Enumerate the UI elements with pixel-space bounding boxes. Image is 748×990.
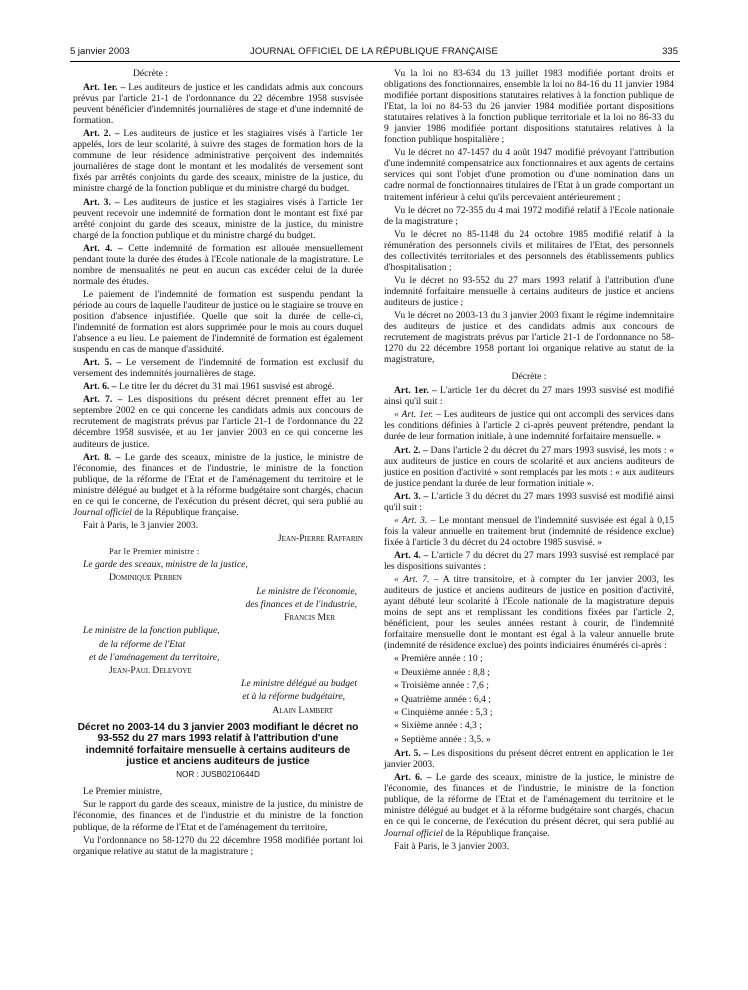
signature-date-2: Fait à Paris, le 3 janvier 2003. xyxy=(394,840,510,852)
budget-title-1: Le ministre délégué au budget xyxy=(241,678,357,690)
left-column xyxy=(73,68,363,859)
vu-decret-85-1148: Vu le décret no 85-1148 du 24 octobre 1985 modifié relatif à la rémunération des personnels civils et militaires de l'Etat, des personnels des collectivités territoriales et des personnels des établissements publics d'hospitalisation ; xyxy=(384,228,674,273)
year-4: « Quatrième année : 6,4 ; xyxy=(394,693,491,705)
vu-decret-72-355: Vu le décret no 72-355 du 4 mai 1972 modifié relatif à l'Ecole nationale de la magistrature ; xyxy=(384,204,674,227)
year-7: « Septième année : 3,5. » xyxy=(394,733,491,745)
signature-date: Fait à Paris, le 3 janvier 2003. xyxy=(83,519,199,531)
year-2: « Deuxième année : 8,8 ; xyxy=(394,666,490,678)
header-rule xyxy=(70,61,680,62)
article-7: Art. 7. – Les dispositions du présent décret prennent effet au 1er septembre 2002 en ce qui concerne les candidats admis aux concours de recrutement de magistrats prévus par l'article 21-1 de l'ordonnance du 22 décembre 1958 susvisée, et au 1er janvier 2003 en ce qui concerne les auditeurs de justice. xyxy=(73,394,363,450)
economy-title-2: des finances et de l'industrie, xyxy=(245,598,357,610)
article-4-paragraph-2: Le paiement de l'indemnité de formation est suspendu pendant la période au cours de laquelle l'auditeur de justice ou le stagiaire se trouve en position d'absence injustifiée. Quelle que soit la durée de celle-ci, l'indemnité de formation est alors supprimée pour le mois au cours duquel l'absence a eu lieu. Le paiement de l'indemnité de formation est également suspendu en cas de manque d'assiduité. xyxy=(73,288,363,356)
vu-ordonnance: Vu l'ordonnance no 58-1270 du 22 décembre 1958 modifiée portant loi organique relative au statut de la magistrature ; xyxy=(73,834,363,857)
signature-public-service: Jean-Paul Delevoye xyxy=(109,664,192,676)
header-date: 5 janvier 2003 xyxy=(70,46,130,57)
year-6: « Sixième année : 4,3 ; xyxy=(394,720,482,732)
economy-title-1: Le ministre de l'économie, xyxy=(256,585,357,597)
signature-economy: Francis Mer xyxy=(284,612,335,624)
header-page-number: 335 xyxy=(662,46,678,57)
article-8: Art. 8. – Le garde des sceaux, ministre de la justice, le ministre de l'économie, des finances et de l'industrie, le ministre de la fonction publique, de la réforme de l'Etat et de l'aménagement du territoire et le ministre délégué au budget et à la réforme budgétaire sont chargés, chacun en ce qui le concerne, de l'exécution du présent décret, qui sera publié au Journal officiel de la République française. xyxy=(73,451,363,518)
amend-article-1: Art. 1er. – L'article 1er du décret du 27 mars 1993 susvisé est modifié ainsi qu'il suit : xyxy=(384,385,674,408)
page-header xyxy=(70,46,678,60)
amend-article-4-quote: « Art. 7. – A titre transitoire, et à compter du 1er janvier 2003, les auditeurs de justice et anciens auditeurs de justice en position d'activité, ayant débuté leur scolarité à l'Ecole nationale de la magistrature depuis moins de sept ans et remplissant les conditions fixées par l'article 2, bénéficient, pour les seules années restant à courir, de l'indemnité forfaitaire mensuelle dont le montant est égal à la valeur annuelle brute (indemnité de résidence exclue) des points indiciaires énumérés ci-après : xyxy=(384,574,674,652)
article-6: Art. 6. – Le titre Ier du décret du 31 mai 1961 susvisé est abrogé. xyxy=(83,381,335,393)
amend-article-2: Art. 2. – Dans l'article 2 du décret du 27 mars 1993 susvisé, les mots : « aux auditeurs de justice en cours de scolarité et aux anciens auditeurs de justice en position d'activité » sont remplacés par les mots : « aux auditeurs de justice pendant la durée de leur formation initiale ». xyxy=(384,444,674,489)
public-service-title-1: Le ministre de la fonction publique, xyxy=(83,625,220,637)
vu-decret-93-552: Vu le décret no 93-552 du 27 mars 1993 relatif à l'attribution d'une indemnité forfaitaire mensuelle à certains auditeurs de justice et anciens auditeurs de justice ; xyxy=(384,274,674,308)
decree-title: Décret no 2003-14 du 3 janvier 2003 modifiant le décret no 93-552 du 27 mars 1993 relatif à l'attribution d'une indemnité forfaitaire mensuelle à certains auditeurs de justice et anciens auditeurs de justice xyxy=(77,721,359,767)
prime-minister-line: Le Premier ministre, xyxy=(83,786,163,798)
amend-article-6: Art. 6. – Le garde des sceaux, ministre de la justice, le ministre de l'économie, des finances et de l'industrie, le ministre de la fonction publique, de la réforme de l'Etat et de l'aménagement du territoire et le ministre délégué au budget et à la réforme budgétaire sont chargés, chacun en ce qui le concerne, de l'exécution du présent décret, qui sera publié au Journal officiel de la République française. xyxy=(384,772,674,839)
amend-article-1-quote: « Art. 1er. – Les auditeurs de justice qui ont accompli des services dans les conditions définies à l'article 2 ci-après peuvent prétendre, pendant la durée de leur formation initiale, à une indemnité forfaitaire mensuelle. » xyxy=(384,409,674,443)
right-column xyxy=(384,68,674,854)
decrete-label-2: Décrète : xyxy=(511,371,547,383)
garde-title: Le garde des sceaux, ministre de la justice, xyxy=(83,559,248,571)
amend-article-3-quote: « Art. 3. – Le montant mensuel de l'indemnité susvisée est égal à 0,15 fois la valeur annuelle en traitement brut (indemnité de résidence exclue) fixée à l'article 3 du décret du 24 octobre 1985 susvisé. » xyxy=(384,514,675,548)
budget-title-2: et à la réforme budgétaire, xyxy=(242,691,345,703)
signature-budget: Alain Lambert xyxy=(272,704,333,716)
article-2: Art. 2. – Les auditeurs de justice et les stagiaires visés à l'article 1er appelés, lors de leur scolarité, à suivre des stages de formation hors de la commune de leur résidence administrative perçoivent des indemnités journalières de stage dont le montant et les modalités de versement sont fixés par arrêtés conjoints du garde des sceaux, ministre de la justice, du ministre chargé de la fonction publique et du ministre chargé du budget. xyxy=(73,128,363,195)
article-3: Art. 3. – Les auditeurs de justice et les stagiaires visés à l'article 1er peuvent recevoir une indemnité de formation dont le montant est fixé par arrêté conjoint du garde des sceaux, ministre de la justice, du ministre chargé de la fonction publique et du ministre chargé du budget. xyxy=(73,196,363,241)
signature-garde: Dominique Perben xyxy=(109,572,182,584)
article-1: Art. 1er. – Les auditeurs de justice et les candidats admis aux concours prévus par l'article 21-1 de l'ordonnance du 22 décembre 1958 susvisée peuvent bénéficier d'indemnités journalières de stage et d'une indemnité de formation. xyxy=(73,82,363,127)
amend-article-4: Art. 4. – L'article 7 du décret du 27 mars 1993 susvisé est remplacé par les dispositions suivantes : xyxy=(384,549,674,572)
rapport-paragraph: Sur le rapport du garde des sceaux, ministre de la justice, du ministre de l'économie, des finances et de l'industrie et du ministre de la fonction publique, de la réforme de l'Etat et de l'aménagement du territoire, xyxy=(73,799,363,833)
decrete-label: Décrète : xyxy=(133,68,168,79)
year-5: « Cinquième année : 5,3 ; xyxy=(394,706,493,718)
year-3: « Troisième année : 7,6 ; xyxy=(394,680,489,692)
year-1: « Première année : 10 ; xyxy=(394,653,483,665)
amend-article-5: Art. 5. – Les dispositions du présent décret entrent en application le 1er janvier 2003. xyxy=(384,748,674,771)
nor-reference: NOR : JUSB0210644D xyxy=(176,770,260,780)
public-service-title-3: et de l'aménagement du territoire, xyxy=(89,651,220,663)
vu-loi-83-634: Vu la loi no 83-634 du 13 juillet 1983 modifiée portant droits et obligations des fonctionnaires, ensemble la loi no 84-16 du 11 janvier 1984 modifiée portant dispositions statutaires relatives à la fonction publique de l'Etat, la loi no 84-53 du 26 janvier 1984 modifiée portant dispositions statutaires relatives à la fonction publique territoriale et la loi no 86-33 du 9 janvier 1986 modifiée portant dispositions statutaires relatives à la fonction publique hospitalière ; xyxy=(384,68,674,146)
signature-prime-minister: Jean-Pierre Raffarin xyxy=(277,532,363,544)
vu-decret-2003-13: Vu le décret no 2003-13 du 3 janvier 2003 fixant le régime indemnitaire des auditeurs de justice et des candidats admis aux concours de recrutement de magistrats prévus par l'article 21-1 de l'ordonnance no 58-1270 du 22 décembre 1958 portant loi organique relative au statut de la magistrature, xyxy=(384,309,674,366)
public-service-title-2: de la réforme de l'Etat xyxy=(99,638,186,650)
header-journal-title: JOURNAL OFFICIEL DE LA RÉPUBLIQUE FRANÇAISE xyxy=(249,46,499,57)
article-4: Art. 4. – Cette indemnité de formation est allouée mensuellement pendant toute la durée des études à l'Ecole nationale de la magistrature. Le nombre de mensualités ne peut en aucun cas excéder celui de la durée normale des études. xyxy=(73,242,363,287)
article-5: Art. 5. – Le versement de l'indemnité de formation est exclusif du versement des indemnités journalières de stage. xyxy=(73,357,363,380)
by-prime-minister-label: Par le Premier ministre : xyxy=(109,546,200,557)
vu-decret-47-1457: Vu le décret no 47-1457 du 4 août 1947 modifié prévoyant l'attribution d'une indemnité compensatrice aux fonctionnaires et aux agents de certains services qui sont l'objet d'une promotion ou d'une nomination dans un cadre normal de fonctionnaires titulaires de l'Etat à un grade comportant un traitement inférieur à celui qu'ils percevaient antérieurement ; xyxy=(384,147,674,203)
amend-article-3: Art. 3. – L'article 3 du décret du 27 mars 1993 susvisé est modifié ainsi qu'il suit : xyxy=(384,490,674,513)
